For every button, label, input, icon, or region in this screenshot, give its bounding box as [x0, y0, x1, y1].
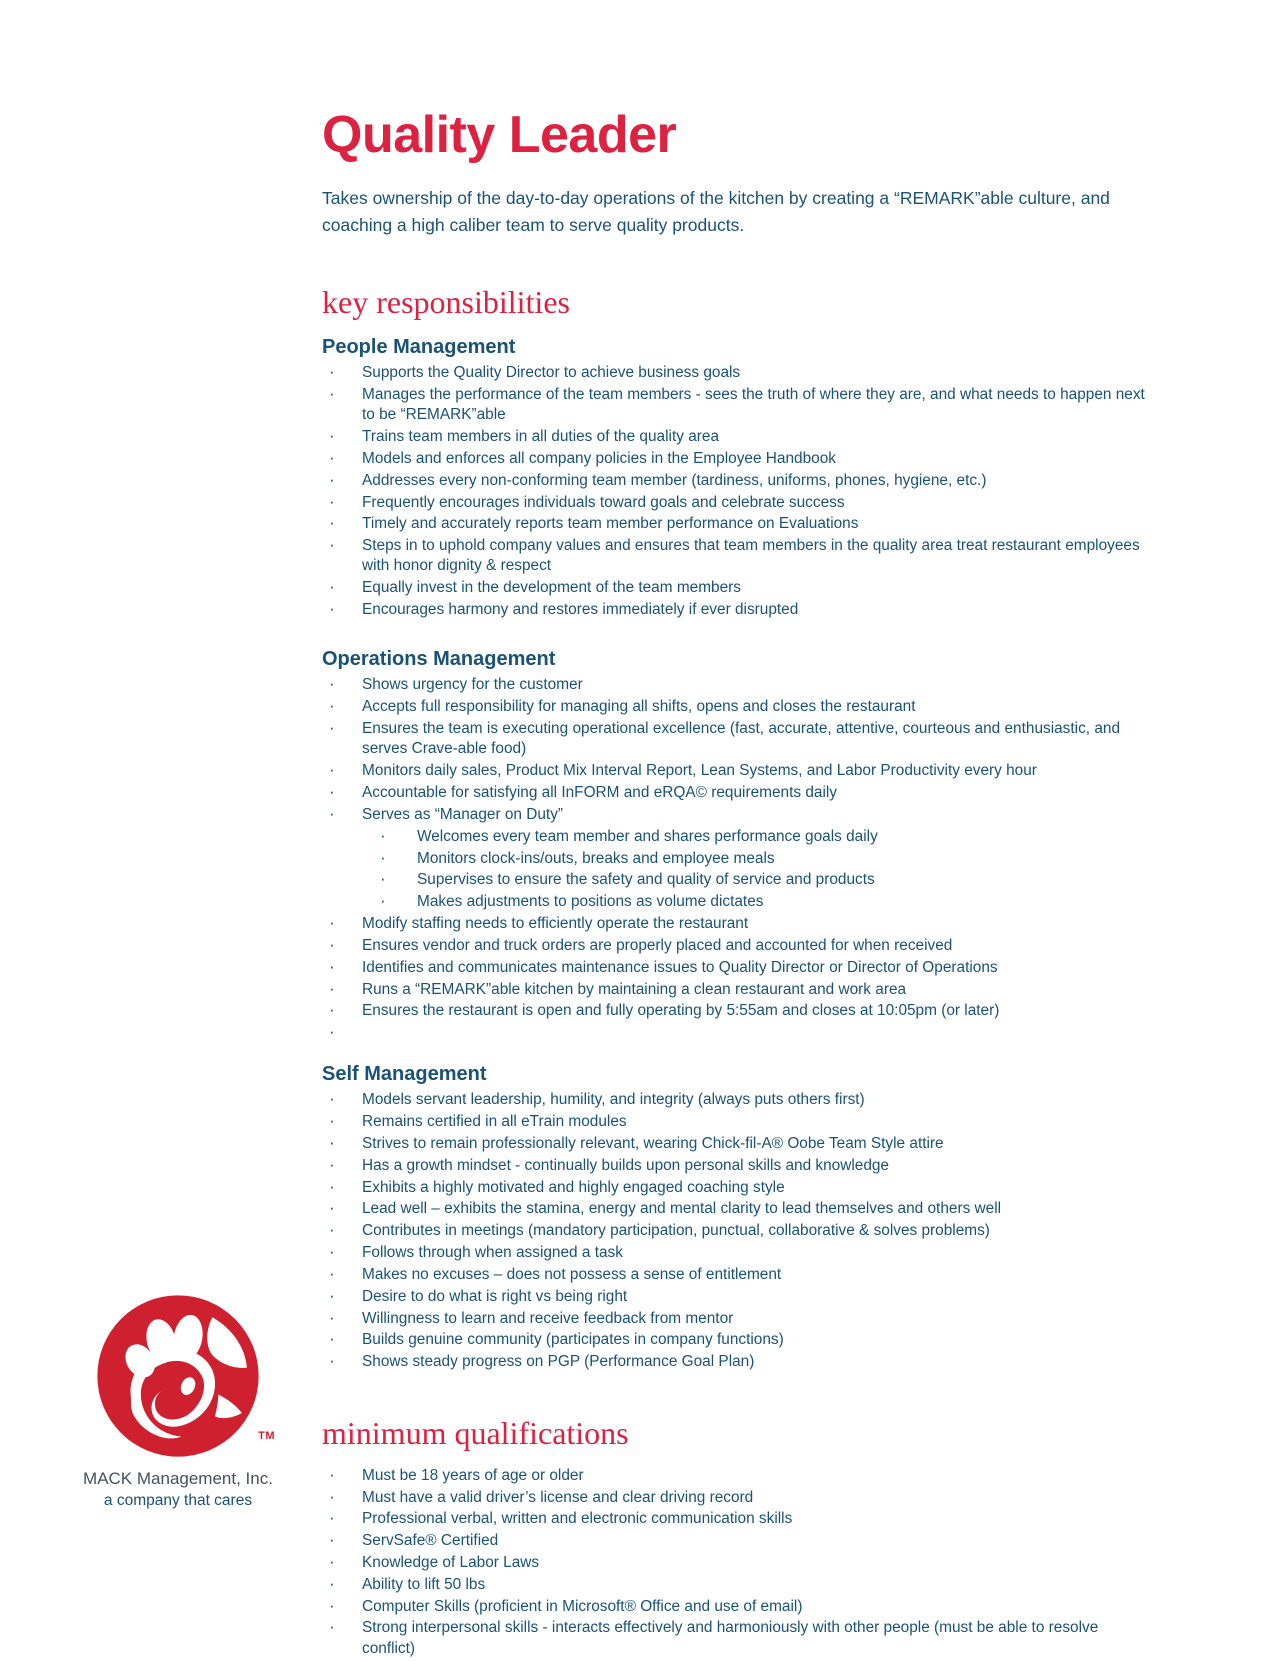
list-item: · Strong interpersonal skills - interacts effectively and harmoniously with other people (must be able to resolve conflict): [322, 1618, 1152, 1659]
list-item: · Manages the performance of the team members - sees the truth of where they are, and what needs to happen next to be “REMARK”able: [322, 385, 1152, 426]
minimum-qualifications-list: [322, 1466, 1152, 1659]
list-item: · Steps in to uphold company values and ensures that team members in the quality area treat restaurant employees with honor dignity & respect: [322, 536, 1152, 577]
brand-footer: [66, 1292, 290, 1512]
list-item: · Models and enforces all company policies in the Employee Handbook: [322, 449, 1152, 469]
trademark-symbol: TM: [258, 1430, 275, 1442]
list-item: · Must be 18 years of age or older: [322, 1466, 1152, 1486]
list-item: · Shows urgency for the customer: [322, 675, 1152, 695]
list-item: · Monitors daily sales, Product Mix Interval Report, Lean Systems, and Labor Productivity every hour: [322, 761, 1152, 781]
list-item: · Frequently encourages individuals toward goals and celebrate success: [322, 493, 1152, 513]
list-item: · Encourages harmony and restores immediately if ever disrupted: [322, 600, 1152, 620]
list-item: · Supports the Quality Director to achieve business goals: [322, 363, 1152, 383]
list-item: · Remains certified in all eTrain modules: [322, 1112, 1152, 1132]
list-item: · Follows through when assigned a task: [322, 1243, 1152, 1263]
responsibility-section-heading: People Management: [322, 336, 516, 359]
page-title: Quality Leader: [322, 106, 677, 164]
list-item: · Serves as “Manager on Duty”: [322, 805, 1152, 825]
document-content: [322, 108, 1152, 1661]
responsibility-list: [322, 363, 1152, 620]
list-item: [322, 1023, 1152, 1035]
list-item: · Ability to lift 50 lbs: [322, 1575, 1152, 1595]
list-item: · Lead well – exhibits the stamina, energy and mental clarity to lead themselves and others well: [322, 1199, 1152, 1219]
responsibility-list: [322, 1090, 1152, 1372]
list-item: · Modify staffing needs to efficiently operate the restaurant: [322, 914, 1152, 934]
chick-fil-a-logo: [87, 1292, 275, 1460]
list-item: · Trains team members in all duties of the quality area: [322, 427, 1152, 447]
key-responsibilities-body: [322, 334, 1152, 1372]
responsibility-section-heading: Self Management: [322, 1063, 487, 1086]
list-item: · Equally invest in the development of the team members: [322, 578, 1152, 598]
list-item: · Monitors clock-ins/outs, breaks and employee meals: [322, 849, 1152, 869]
list-item: · Contributes in meetings (mandatory participation, punctual, collaborative & solves problems): [322, 1221, 1152, 1241]
list-item: · Ensures the team is executing operational excellence (fast, accurate, attentive, courteous and enthusiastic, and serves Crave-able food): [322, 719, 1152, 760]
company-tagline: a company that cares: [103, 1491, 253, 1509]
list-item: · Desire to do what is right vs being right: [322, 1287, 1152, 1307]
list-item: · Ensures vendor and truck orders are properly placed and accounted for when received: [322, 936, 1152, 956]
list-item: · Addresses every non-conforming team member (tardiness, uniforms, phones, hygiene, etc.): [322, 471, 1152, 491]
list-item: · Ensures the restaurant is open and fully operating by 5:55am and closes at 10:05pm (or later): [322, 1001, 1152, 1021]
list-item: · Makes adjustments to positions as volume dictates: [322, 892, 1152, 912]
list-item: · Welcomes every team member and shares performance goals daily: [322, 827, 1152, 847]
responsibility-list: [322, 675, 1152, 1035]
list-item: · Professional verbal, written and electronic communication skills: [322, 1509, 1152, 1529]
list-item: · Computer Skills (proficient in Microsoft® Office and use of email): [322, 1597, 1152, 1617]
list-item: · Must have a valid driver’s license and clear driving record: [322, 1488, 1152, 1508]
company-name: MACK Management, Inc.: [83, 1469, 273, 1488]
list-item: · Builds genuine community (participates in company functions): [322, 1330, 1152, 1350]
list-item: · Accountable for satisfying all InFORM and eRQA© requirements daily: [322, 783, 1152, 803]
list-item: · ServSafe® Certified: [322, 1531, 1152, 1551]
list-item: · Identifies and communicates maintenance issues to Quality Director or Director of Operations: [322, 958, 1152, 978]
list-item: · Strives to remain professionally relevant, wearing Chick-fil-A® Oobe Team Style attire: [322, 1134, 1152, 1154]
list-item: · Knowledge of Labor Laws: [322, 1553, 1152, 1573]
list-item: · Willingness to learn and receive feedback from mentor: [322, 1309, 1152, 1329]
minimum-qualifications-heading: minimum qualifications: [322, 1415, 629, 1452]
list-item: · Makes no excuses – does not possess a sense of entitlement: [322, 1265, 1152, 1285]
list-item: · Shows steady progress on PGP (Performance Goal Plan): [322, 1352, 1152, 1372]
list-item: · Supervises to ensure the safety and quality of service and products: [322, 870, 1152, 890]
key-responsibilities-heading: key responsibilities: [322, 283, 570, 320]
list-item: · Runs a “REMARK”able kitchen by maintaining a clean restaurant and work area: [322, 980, 1152, 1000]
list-item: · Has a growth mindset - continually builds upon personal skills and knowledge: [322, 1156, 1152, 1176]
list-item: · Timely and accurately reports team member performance on Evaluations: [322, 514, 1152, 534]
list-item: · Models servant leadership, humility, and integrity (always puts others first): [322, 1090, 1152, 1110]
job-summary: Takes ownership of the day-to-day operations of the kitchen by creating a “REMARK”able culture, and coaching a high caliber team to serve quality products.: [322, 187, 1110, 235]
list-item: · Exhibits a highly motivated and highly engaged coaching style: [322, 1178, 1152, 1198]
responsibility-section-heading: Operations Management: [322, 648, 556, 671]
list-item: · Accepts full responsibility for managing all shifts, opens and closes the restaurant: [322, 697, 1152, 717]
